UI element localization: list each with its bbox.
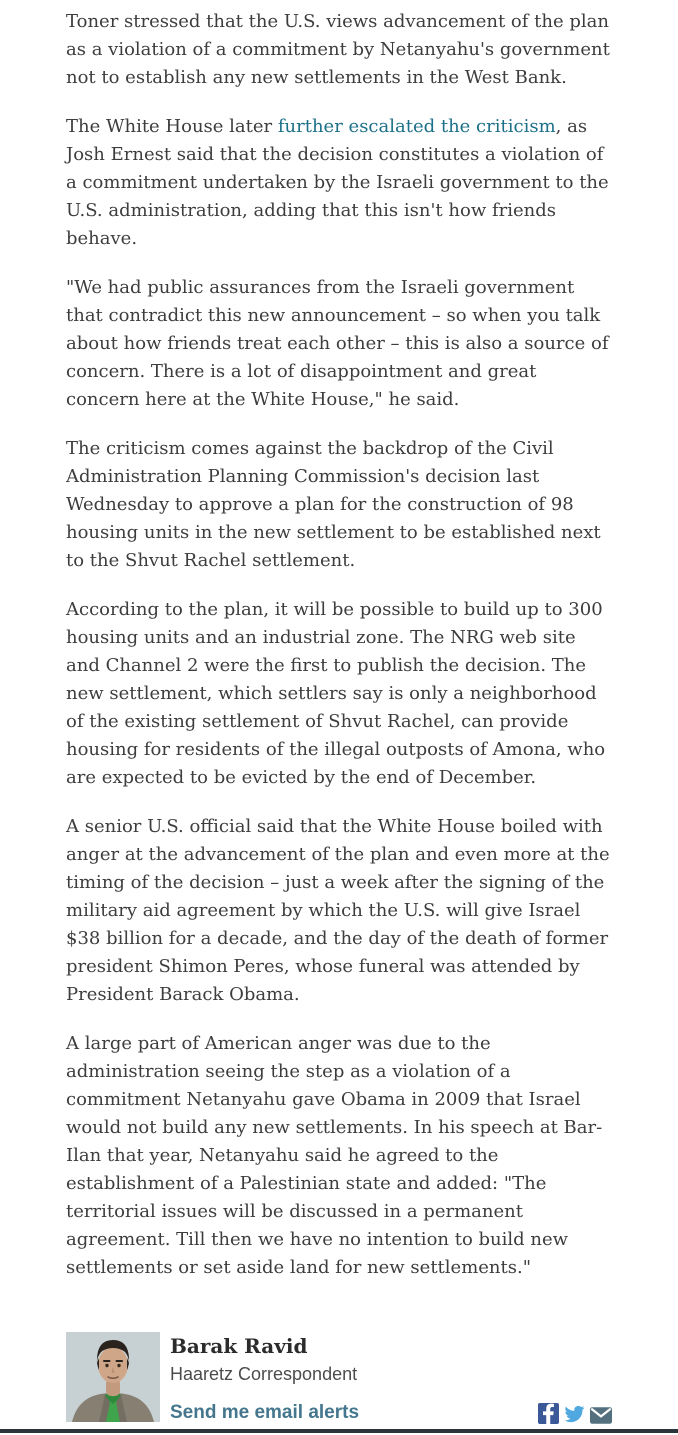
paragraph-text: The White House later	[66, 116, 278, 137]
article-paragraph: Toner stressed that the U.S. views advancement of the plan as a violation of a commitment by Netanyahu's government not to establish any new settlements in the West Bank.	[66, 11, 610, 88]
paragraph-text: , as Josh Ernest said that the decision constitutes a violation of a commitment undertaken by the Israeli government to the U.S. administration, adding that this isn't how friends behave.	[66, 116, 609, 249]
author-photo	[66, 1332, 160, 1422]
article-inline-link[interactable]: further escalated the criticism	[277, 116, 556, 137]
article-paragraph: "We had public assurances from the Israeli government that contradict this new announcement – so when you talk about how friends treat each other – this is also a source of concern. There is a lot of disappointment and great concern here at the White House," he said.	[66, 277, 609, 410]
email-icon[interactable]	[590, 1407, 612, 1424]
author-info	[170, 1332, 359, 1424]
article-paragraph: The criticism comes against the backdrop of the Civil Administration Planning Commission's decision last Wednesday to approve a plan for the construction of 98 housing units in the new settlement to be established next to the Shvut Rachel settlement.	[66, 438, 601, 571]
author-title: Haaretz Correspondent	[170, 1364, 358, 1384]
author-byline	[66, 1332, 612, 1424]
article-paragraph	[66, 113, 612, 253]
facebook-icon[interactable]	[538, 1403, 559, 1424]
email-alerts-link[interactable]: Send me email alerts	[170, 1402, 360, 1423]
twitter-icon[interactable]	[563, 1404, 586, 1424]
article-paragraph: A senior U.S. official said that the White House boiled with anger at the advancement of the plan and even more at the timing of the decision – just a week after the signing of the military aid agreement by which the U.S. will give Israel $38 billion for a decade, and the day of the death of former president Shimon Peres, whose funeral was attended by President Barack Obama.	[66, 816, 610, 1005]
share-buttons	[538, 1403, 612, 1424]
author-name: Barak Ravid	[170, 1334, 308, 1358]
article-paragraph: A large part of American anger was due to the administration seeing the step as a violation of a commitment Netanyahu gave Obama in 2009 that Israel would not build any new settlements. In his speech at Bar-Ilan that year, Netanyahu said he agreed to the establishment of a Palestinian state and added: "The territorial issues will be discussed in a permanent agreement. Till then we have no intention to build new settlements or set aside land for new settlements."	[66, 1033, 603, 1278]
article-paragraph: According to the plan, it will be possible to build up to 300 housing units and an industrial zone. The NRG web site and Channel 2 were the first to publish the decision. The new settlement, which settlers say is only a neighborhood of the existing settlement of Shvut Rachel, can provide housing for residents of the illegal outposts of Amona, who are expected to be evicted by the end of December.	[66, 599, 606, 788]
